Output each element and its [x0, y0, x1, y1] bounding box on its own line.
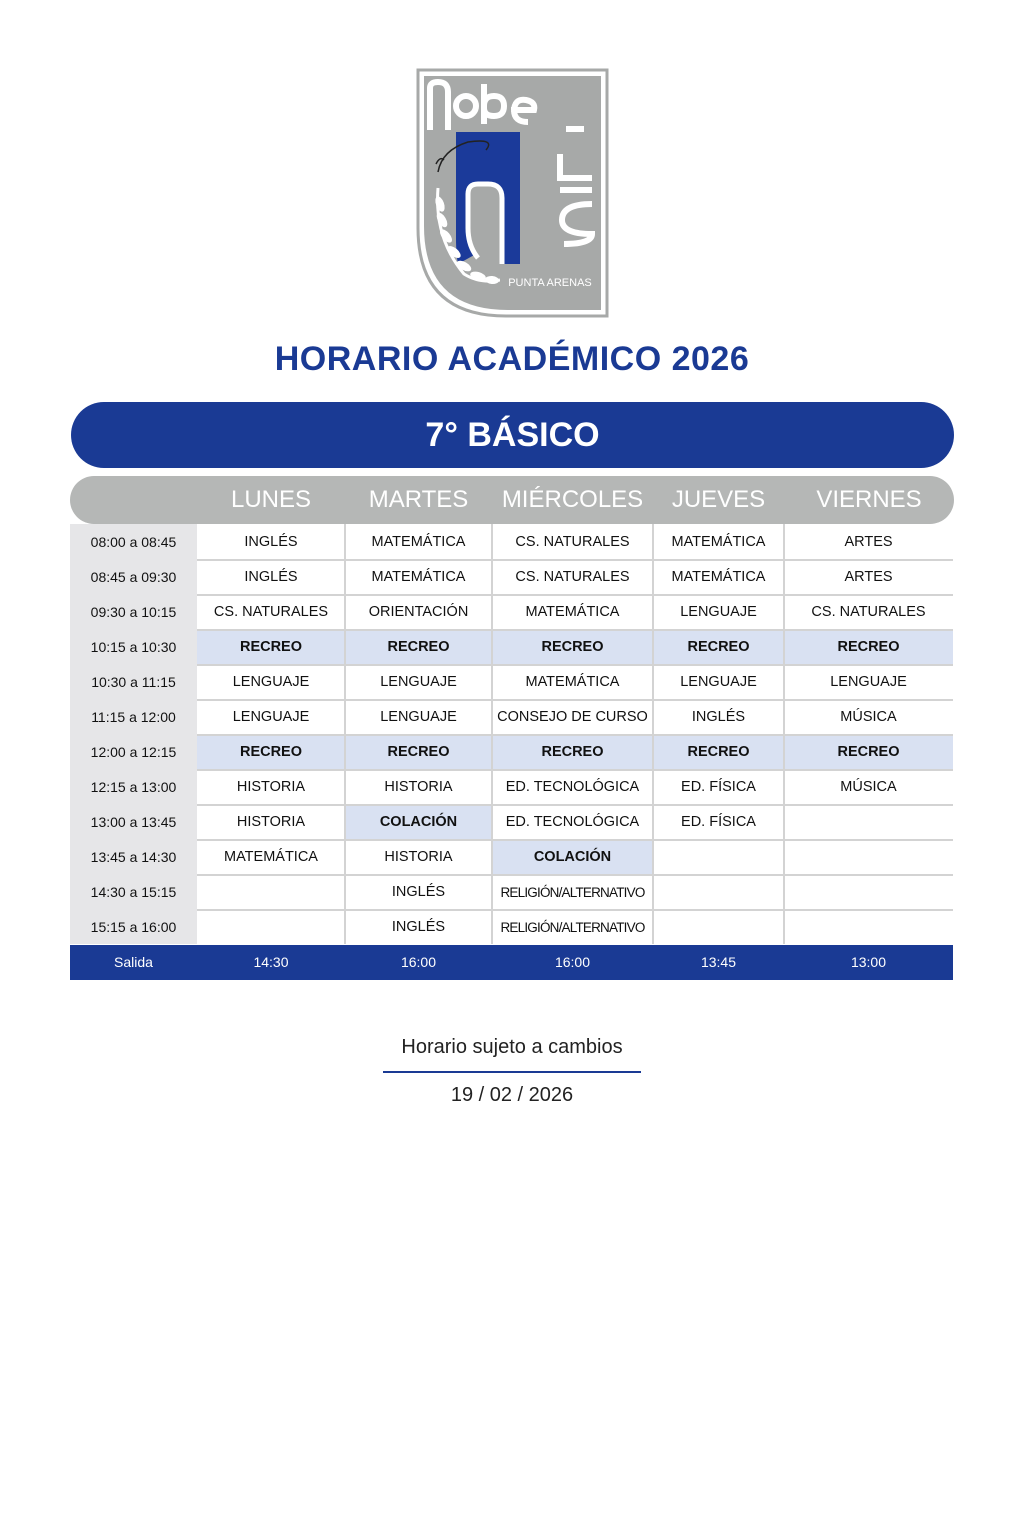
time-slot: 09:30 a 10:15: [90, 604, 177, 620]
time-slot: 14:30 a 15:15: [90, 884, 177, 900]
grade-banner: [71, 402, 954, 468]
subject-cell-miercoles: RECREO: [492, 630, 653, 665]
subject-cell-jueves: ED. FÍSICA: [681, 814, 756, 830]
subject-cell-miercoles: COLACIÓN: [492, 840, 653, 875]
subject-cell-martes: LENGUAJE: [380, 709, 457, 725]
exit-time-viernes: 13:00: [850, 954, 887, 970]
subject-cell-jueves: [653, 910, 784, 945]
subject-cell-lunes: LENGUAJE: [232, 674, 310, 690]
subject-cell-viernes: LENGUAJE: [830, 674, 907, 690]
subject-cell-lunes: CS. NATURALES: [213, 604, 329, 620]
subject-cell-martes: LENGUAJE: [380, 674, 457, 690]
subject-cell-lunes: HISTORIA: [236, 779, 306, 795]
subject-cell-jueves: ED. FÍSICA: [681, 779, 756, 795]
day-header-lunes: LUNES: [230, 486, 312, 513]
column-divider: [344, 524, 346, 944]
subject-cell-viernes: RECREO: [784, 735, 953, 770]
subject-cell-martes: HISTORIA: [384, 849, 453, 865]
subject-cell-lunes: [197, 875, 345, 910]
logo-city-text: PUNTA ARENAS: [508, 277, 592, 289]
day-header-jueves: JUEVES: [671, 486, 766, 513]
row-divider: [197, 804, 953, 806]
subject-cell-martes: INGLÉS: [391, 884, 446, 900]
schedule-date: 19 / 02 / 2026: [450, 1084, 574, 1106]
subject-cell-viernes: ARTES: [844, 534, 893, 550]
subject-cell-miercoles: RECREO: [492, 735, 653, 770]
subject-cell-viernes: CS. NATURALES: [811, 604, 926, 620]
subject-cell-jueves: MATEMÁTICA: [671, 569, 766, 585]
subject-cell-martes: ORIENTACIÓN: [368, 604, 469, 620]
note-underline: [383, 1071, 641, 1073]
row-divider: [197, 909, 953, 911]
subject-cell-martes: HISTORIA: [384, 779, 453, 795]
subject-cell-jueves: [653, 840, 784, 875]
subject-cell-miercoles: CS. NATURALES: [515, 569, 630, 585]
subject-cell-lunes: RECREO: [197, 735, 345, 770]
subject-cell-viernes: [784, 875, 953, 910]
subject-cell-lunes: MATEMÁTICA: [224, 849, 318, 865]
subject-cell-martes: MATEMÁTICA: [371, 569, 466, 585]
subject-cell-jueves: MATEMÁTICA: [671, 534, 766, 550]
row-divider: [197, 874, 953, 876]
subject-cell-miercoles: ED. TECNOLÓGICA: [505, 779, 640, 795]
subject-cell-lunes: HISTORIA: [236, 814, 306, 830]
subject-cell-martes: RECREO: [345, 630, 492, 665]
day-header-miercoles: MIÉRCOLES: [501, 486, 644, 513]
subject-cell-miercoles: RELIGIÓN/ALTERNATIVO: [500, 920, 645, 935]
time-slot: 15:15 a 16:00: [90, 919, 177, 935]
exit-time-martes: 16:00: [400, 954, 437, 970]
subject-cell-lunes: LENGUAJE: [232, 709, 310, 725]
exit-time-miercoles: 16:00: [554, 954, 591, 970]
subject-cell-viernes: ARTES: [844, 569, 893, 585]
subject-cell-lunes: INGLÉS: [244, 569, 298, 585]
page-title: HORARIO ACADÉMICO 2026: [274, 340, 750, 378]
column-divider: [652, 524, 654, 944]
row-divider: [197, 839, 953, 841]
row-divider: [197, 559, 953, 561]
time-slot: 12:00 a 12:15: [90, 744, 177, 760]
subject-cell-lunes: INGLÉS: [244, 534, 298, 550]
day-header-viernes: VIERNES: [816, 486, 922, 513]
subject-cell-martes: RECREO: [345, 735, 492, 770]
time-slot: 13:00 a 13:45: [90, 814, 177, 830]
subject-cell-viernes: RECREO: [784, 630, 953, 665]
row-divider: [197, 699, 953, 701]
column-divider: [491, 524, 493, 944]
subject-cell-miercoles: MATEMÁTICA: [525, 674, 620, 690]
row-divider: [197, 594, 953, 596]
time-slot: 10:15 a 10:30: [90, 639, 177, 655]
grade-label: 7° BÁSICO: [425, 415, 600, 454]
subject-cell-jueves: RECREO: [653, 735, 784, 770]
time-slot: 12:15 a 13:00: [90, 779, 177, 795]
subject-cell-lunes: RECREO: [197, 630, 345, 665]
subject-cell-viernes: [784, 840, 953, 875]
subject-cell-miercoles: MATEMÁTICA: [525, 604, 620, 620]
subject-cell-jueves: INGLÉS: [691, 709, 746, 725]
subject-cell-viernes: [784, 805, 953, 840]
time-slot: 10:30 a 11:15: [91, 674, 176, 690]
row-divider: [197, 734, 953, 736]
subject-cell-jueves: RECREO: [653, 630, 784, 665]
row-divider: [197, 769, 953, 771]
subject-cell-martes: COLACIÓN: [345, 805, 492, 840]
column-divider: [783, 524, 785, 944]
time-slot: 11:15 a 12:00: [91, 709, 176, 725]
subject-cell-martes: INGLÉS: [391, 919, 446, 935]
subject-cell-viernes: MÚSICA: [840, 709, 897, 725]
exit-time-lunes: 14:30: [253, 954, 289, 970]
row-divider: [197, 664, 953, 666]
exit-time-jueves: 13:45: [700, 954, 737, 970]
time-slot: 13:45 a 14:30: [90, 849, 177, 865]
time-slot: 08:00 a 08:45: [90, 534, 177, 550]
day-header-martes: MARTES: [368, 486, 469, 513]
subject-cell-miercoles: RELIGIÓN/ALTERNATIVO: [500, 885, 645, 900]
exit-bar: [70, 945, 953, 980]
schedule-note: Horario sujeto a cambios: [401, 1036, 623, 1058]
subject-cell-jueves: [653, 875, 784, 910]
subject-cell-lunes: [197, 910, 345, 945]
time-slot: 08:45 a 09:30: [90, 569, 177, 585]
exit-label: Salida: [114, 954, 153, 970]
subject-cell-martes: MATEMÁTICA: [371, 534, 466, 550]
subject-cell-jueves: LENGUAJE: [680, 674, 757, 690]
subject-cell-jueves: LENGUAJE: [680, 604, 757, 620]
day-header-bar: [70, 476, 954, 524]
subject-cell-miercoles: ED. TECNOLÓGICA: [505, 814, 640, 830]
subject-cell-viernes: [784, 910, 953, 945]
row-divider: [197, 629, 953, 631]
subject-cell-miercoles: CONSEJO DE CURSO: [497, 709, 648, 725]
subject-cell-viernes: MÚSICA: [840, 779, 897, 795]
subject-cell-miercoles: CS. NATURALES: [515, 534, 630, 550]
